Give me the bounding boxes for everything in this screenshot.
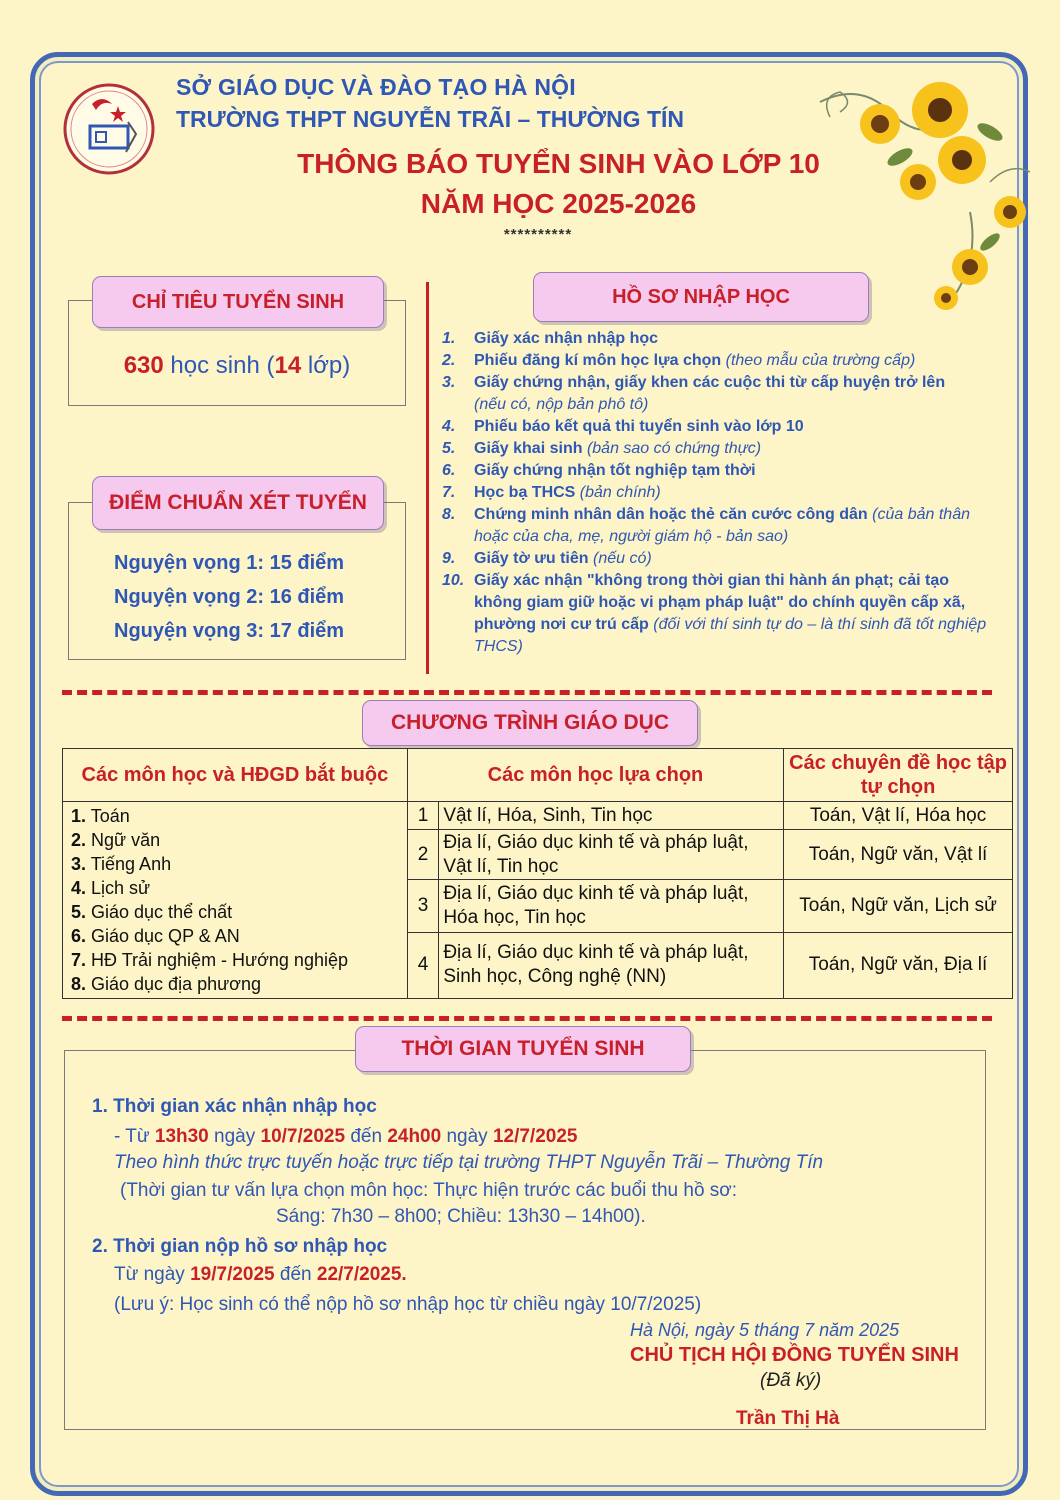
quota-unit: học sinh (: [170, 352, 275, 379]
document-note: (của bản thân hoặc của cha, mẹ, người giám hộ - bản sao): [474, 506, 970, 545]
group-topics: Toán, Vật lí, Hóa học: [784, 802, 1013, 830]
quota-value: [68, 352, 406, 380]
required-item: 8. Giáo dục địa phương: [71, 974, 261, 994]
column-header-elective: Các môn học lựa chọn: [407, 749, 783, 802]
document-number: 4.: [442, 418, 456, 435]
quota-number: 630: [123, 352, 164, 379]
document-item: [442, 460, 998, 482]
document-title: Giấy chứng nhận tốt nghiệp tạm thời: [474, 462, 756, 479]
document-item: [442, 504, 998, 548]
submission-period-dates: Từ ngày 19/7/2025 đến 22/7/2025.: [114, 1264, 407, 1285]
school-year-title: NĂM HỌC 2025-2026: [420, 188, 697, 219]
title-separator: **********: [503, 226, 573, 243]
group-topics: Toán, Ngữ văn, Lịch sử: [784, 880, 1013, 932]
department-name: SỞ GIÁO DỤC VÀ ĐÀO TẠO HÀ NỘI: [176, 74, 576, 100]
group-subjects: Địa lí, Giáo dục kinh tế và pháp luật, Sinh học, Công nghệ (NN): [439, 932, 784, 998]
school-name: TRƯỜNG THPT NGUYỄN TRÃI – THƯỜNG TÍN: [176, 106, 685, 132]
timeline-heading: THỜI GIAN TUYỂN SINH: [355, 1026, 691, 1072]
column-header-topics: Các chuyên đề học tập tự chọn: [784, 749, 1013, 802]
confirmation-period-dates: - Từ 13h30 ngày 10/7/2025 đến 24h00 ngày 12/7/2025: [114, 1126, 578, 1147]
cutoff-heading: ĐIỂM CHUẨN XÉT TUYỂN: [92, 476, 384, 530]
document-title: Giấy chứng nhận, giấy khen các cuộc thi từ cấp huyện trở lên: [474, 374, 946, 391]
advice-time: (Thời gian tư vấn lựa chọn môn học: Thực hiện trước các buổi thu hồ sơ:: [120, 1180, 738, 1201]
signature-signed: (Đã ký): [760, 1370, 822, 1391]
confirmation-mode: Theo hình thức trực tuyến hoặc trực tiếp tại trường THPT Nguyễn Trãi – Thường Tín: [114, 1152, 824, 1173]
signature-place-date: Hà Nội, ngày 5 tháng 7 năm 2025: [630, 1320, 900, 1340]
required-item: 2. Ngữ văn: [71, 830, 161, 850]
required-item: 6. Giáo dục QP & AN: [71, 926, 240, 946]
document-item: [442, 570, 998, 658]
quota-heading: CHỈ TIÊU TUYỂN SINH: [92, 276, 384, 328]
program-heading: CHƯƠNG TRÌNH GIÁO DỤC: [362, 700, 698, 746]
required-item: 4. Lịch sử: [71, 878, 151, 898]
group-subjects: Địa lí, Giáo dục kinh tế và pháp luật, Vật lí, Tin học: [439, 830, 784, 880]
document-number: 6.: [442, 462, 456, 479]
table-row: [63, 802, 1013, 830]
group-subjects: Địa lí, Giáo dục kinh tế và pháp luật, Hóa học, Tin học: [439, 880, 784, 932]
document-number: 8.: [442, 506, 456, 523]
document-note: (nếu có, nộp bản phô tô): [474, 396, 649, 413]
group-number: 4: [407, 932, 439, 998]
document-number: 3.: [442, 374, 456, 391]
quota-classes-unit: lớp): [307, 352, 351, 379]
notice-title: THÔNG BÁO TUYỂN SINH VÀO LỚP 10: [297, 148, 820, 179]
quota-classes: 14: [274, 352, 302, 379]
document-number: 2.: [442, 352, 456, 369]
table-header-row: [63, 749, 1013, 802]
document-note: (bản sao có chứng thực): [586, 440, 762, 457]
document-item: [442, 548, 998, 570]
document-item: [442, 350, 998, 372]
document-number: 10.: [442, 572, 465, 589]
document-item: [442, 328, 998, 350]
group-number: 2: [407, 830, 439, 880]
cutoff-line-1: Nguyện vọng 1: 15 điểm: [114, 552, 345, 574]
document-item: [442, 372, 998, 416]
group-subjects: Vật lí, Hóa, Sinh, Tin học: [439, 802, 784, 830]
group-number: 1: [407, 802, 439, 830]
documents-heading: HỒ SƠ NHẬP HỌC: [533, 272, 869, 322]
document-title: Giấy xác nhận "không trong thời gian thi hành án phạt; cải tạo không giam giữ hoặc vi phạm pháp luật" do chính quyền cấp xã, phường nơi cư trú cấp: [474, 572, 966, 633]
document-number: 9.: [442, 550, 456, 567]
document-title: Học bạ THCS: [474, 484, 576, 501]
column-header-required: Các môn học và HĐGD bắt buộc: [63, 749, 408, 802]
required-item: 5. Giáo dục thể chất: [71, 902, 233, 922]
document-note: (nếu có): [592, 550, 652, 567]
required-item: 1. Toán: [71, 806, 130, 826]
advice-hours: Sáng: 7h30 – 8h00; Chiều: 13h30 – 14h00).: [276, 1206, 646, 1227]
document-number: 5.: [442, 440, 456, 457]
document-title: Chứng minh nhân dân hoặc thẻ căn cước công dân: [474, 506, 868, 523]
cutoff-line-3: Nguyện vọng 3: 17 điểm: [114, 620, 345, 642]
required-item: 3. Tiếng Anh: [71, 854, 172, 874]
document-item: [442, 482, 998, 504]
cutoff-line-2: Nguyện vọng 2: 16 điểm: [114, 586, 345, 608]
group-number: 3: [407, 880, 439, 932]
document-title: Giấy xác nhận nhập học: [474, 330, 659, 347]
document-title: Giấy khai sinh: [474, 440, 583, 457]
signature-position: CHỦ TỊCH HỘI ĐỒNG TUYỂN SINH: [630, 1344, 959, 1366]
documents-list: [442, 328, 998, 658]
confirmation-period-title: 1. Thời gian xác nhận nhập học: [92, 1096, 377, 1117]
document-number: 7.: [442, 484, 456, 501]
document-note: (bản chính): [579, 484, 661, 501]
required-item: 7. HĐ Trải nghiệm - Hướng nghiệp: [71, 950, 348, 970]
submission-note: (Lưu ý: Học sinh có thể nộp hồ sơ nhập học từ chiều ngày 10/7/2025): [114, 1294, 702, 1315]
document-title: Phiếu đăng kí môn học lựa chọn: [474, 352, 722, 369]
required-subjects-cell: [63, 802, 408, 999]
document-number: 1.: [442, 330, 456, 347]
submission-period-title: 2. Thời gian nộp hồ sơ nhập học: [92, 1236, 388, 1257]
section-divider: [62, 1016, 992, 1021]
document-note: (theo mẫu của trường cấp): [725, 352, 916, 369]
document-note: (đối với thí sinh tự do – là thí sinh đã tốt nghiệp THCS): [474, 616, 987, 655]
column-divider: [426, 282, 429, 674]
program-table: [62, 748, 1013, 999]
section-divider: [62, 690, 992, 695]
document-title: Giấy tờ ưu tiên: [474, 550, 589, 567]
document-item: [442, 416, 998, 438]
signatory-name: Trần Thị Hà: [736, 1408, 840, 1429]
group-topics: Toán, Ngữ văn, Địa lí: [784, 932, 1013, 998]
document-title: Phiếu báo kết quả thi tuyển sinh vào lớp 10: [474, 418, 804, 435]
document-item: [442, 438, 998, 460]
group-topics: Toán, Ngữ văn, Vật lí: [784, 830, 1013, 880]
